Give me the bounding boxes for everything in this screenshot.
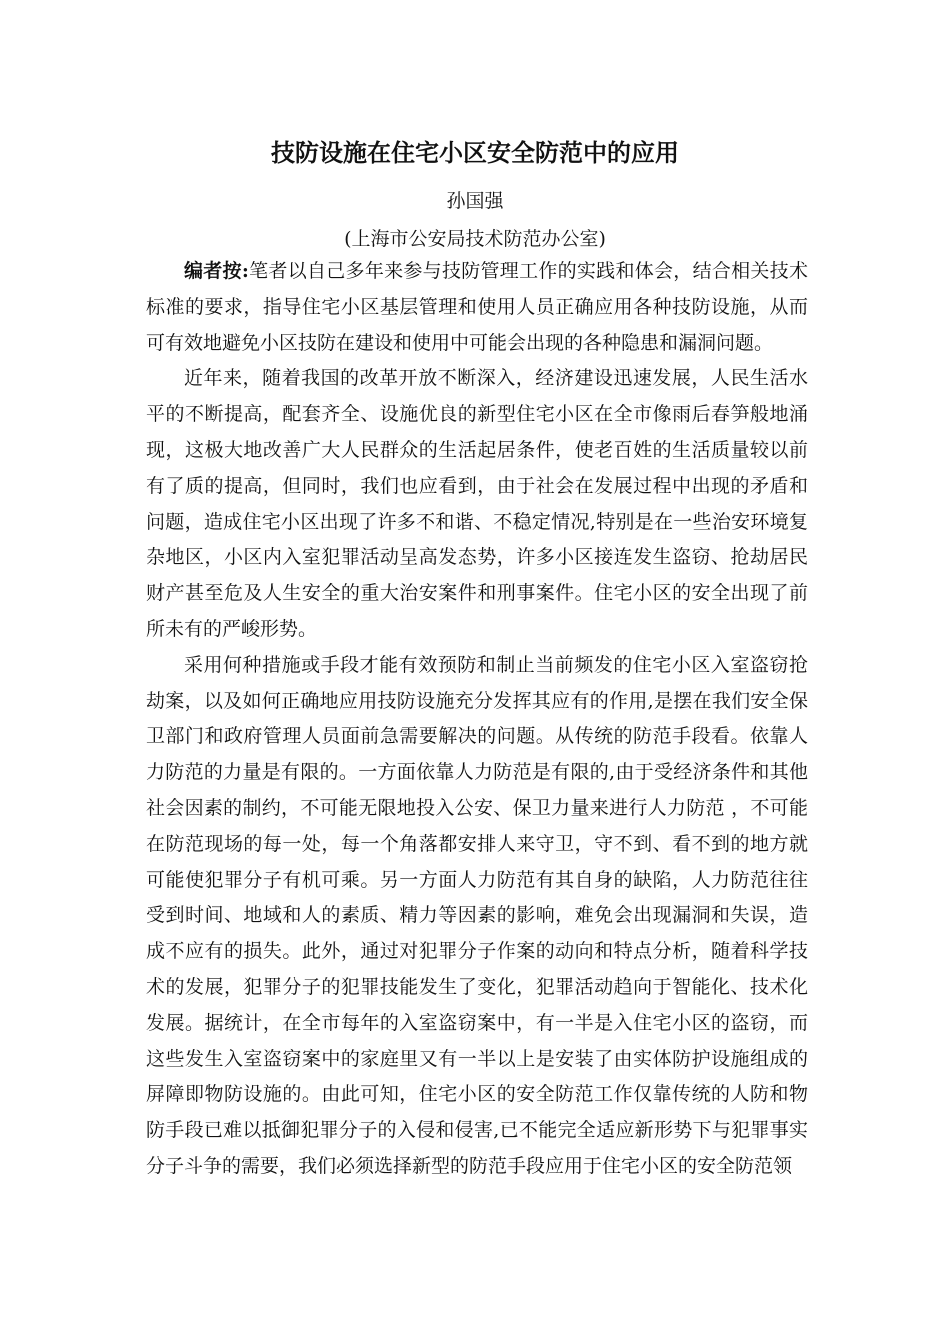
body-paragraph-1: 近年来，随着我国的改革开放不断深入，经济建设迅速发展，人民生活水平的不断提高，配套齐全、设施优良的新型住宅小区在全市像雨后春笋般地涌现，这极大地改善广大人民群众的生活起居条件，使老百姓的生活质量较以前有了质的提高，但同时，我们也应看到，由于社会在发展过程中出现的矛盾和问题，造成住宅小区出现了许多不和谐、不稳定情况,特别是在一些治安环境复杂地区，小区内入室犯罪活动呈高发态势，许多小区接连发生盗窃、抢劫居民财产甚至危及人生安全的重大治安案件和刑事案件。住宅小区的安全出现了前所未有的严峻形势。 <box>146 367 808 640</box>
article-body <box>146 254 808 1185</box>
body-paragraph-2: 采用何种措施或手段才能有效预防和制止当前频发的住宅小区入室盗窃抢劫案，以及如何正确地应用技防设施充分发挥其应有的作用,是摆在我们安全保卫部门和政府管理人员面前急需要解决的问题。从传统的防范手段看。依靠人力防范的力量是有限的。一方面依靠人力防范是有限的,由于受经济条件和其他社会因素的制约，不可能无限地投入公安、保卫力量来进行人力防范 ，不可能在防范现场的每一处，每一个角落都安排人来守卫，守不到、看不到的地方就可能使犯罪分子有机可乘。另一方面人力防范有其自身的缺陷，人力防范往往受到时间、地域和人的素质、精力等因素的影响，难免会出现漏洞和失误，造成不应有的损失。此外，通过对犯罪分子作案的动向和特点分析，随着科学技术的发展，犯罪分子的犯罪技能发生了变化，犯罪活动趋向于智能化、技术化发展。据统计，在全市每年的入室盗窃案中，有一半是入住宅小区的盗窃，而这些发生入室盗窃案中的家庭里又有一半以上是安装了由实体防护设施组成的屏障即物防设施的。由此可知，住宅小区的安全防范工作仅靠传统的人防和物防手段已难以抵御犯罪分子的入侵和侵害,已不能完全适应新形势下与犯罪事实分子斗争的需要，我们必须选择新型的防范手段应用于住宅小区的安全防范领 <box>146 653 808 1177</box>
editor-note-label: 编者按: <box>184 260 249 282</box>
document-title: 技防设施在住宅小区安全防范中的应用 <box>271 139 679 167</box>
editor-note-text: 笔者以自己多年来参与技防管理工作的实践和体会，结合相关技术标准的要求，指导住宅小区基层管理和使用人员正确应用各种技防设施，从而可有效地避免小区技防在建设和使用中可能会出现的各种隐患和漏洞问题。 <box>146 260 808 354</box>
editor-note-paragraph <box>146 254 808 361</box>
author-affiliation: (上海市公安局技术防范办公室) <box>344 228 606 250</box>
author-name: 孙国强 <box>446 190 504 212</box>
